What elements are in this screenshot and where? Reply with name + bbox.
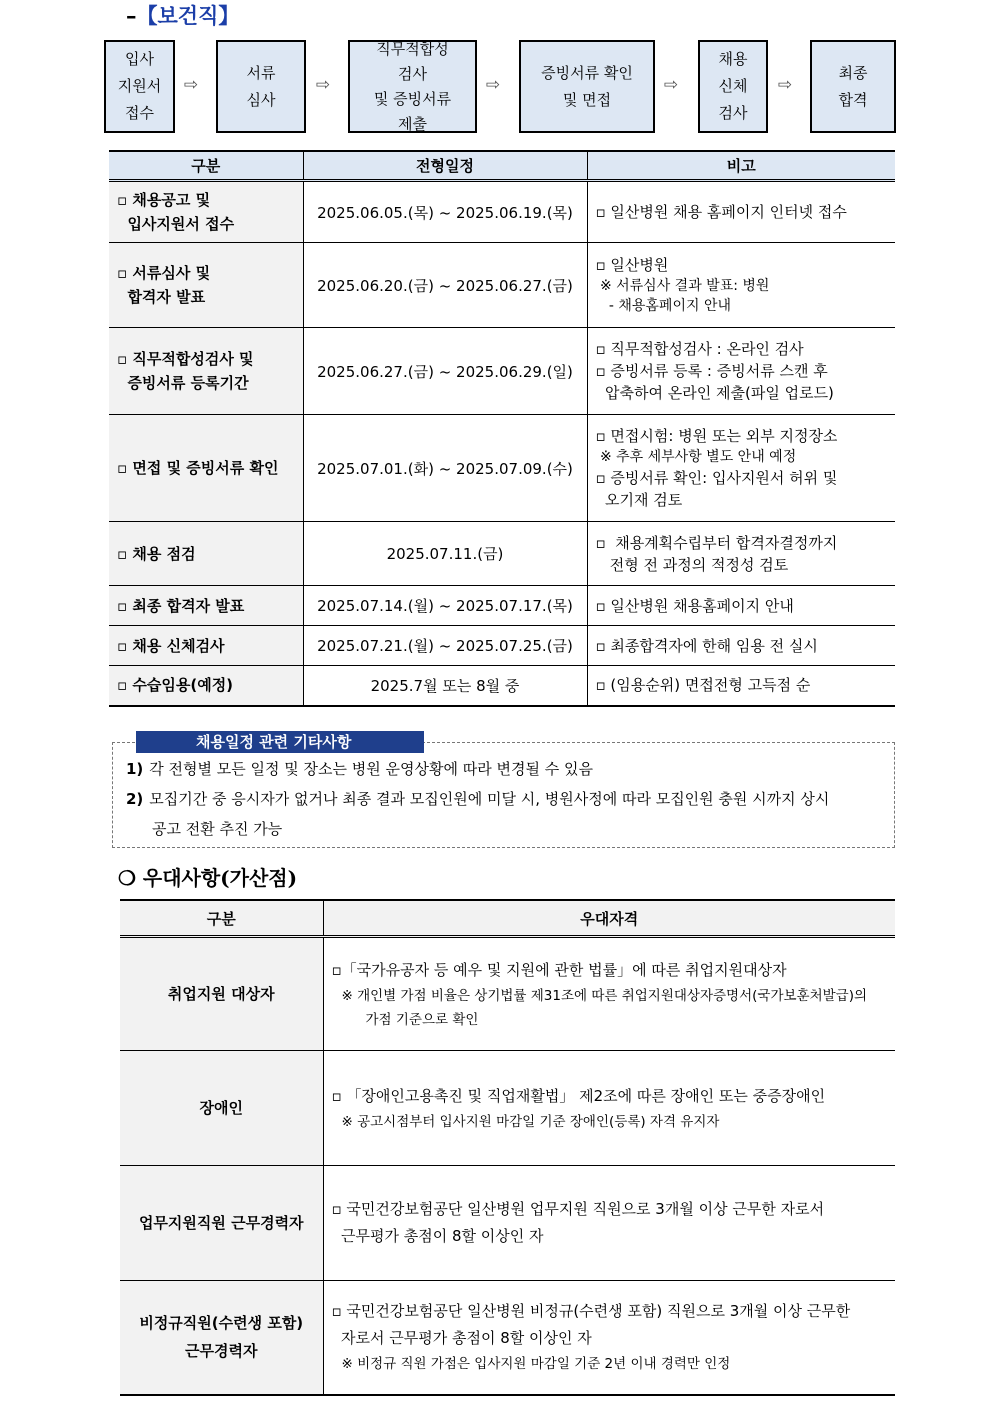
schedule-header-row	[109, 151, 895, 181]
row-remarks: ▫ 최종합격자에 한해 임용 전 실시	[587, 626, 895, 666]
table-row	[109, 181, 895, 243]
table-row	[120, 937, 895, 1051]
row-category: ▫ 최종 합격자 발표	[109, 586, 303, 626]
flow-step-application: 입사 지원서 접수	[104, 40, 175, 133]
flow-arrow-icon: ⇨	[183, 75, 199, 95]
flow-step-aptitude-test: 직무적합성 검사 및 증빙서류 제출	[348, 40, 477, 133]
pref-category: 비정규직원(수련생 포함) 근무경력자	[120, 1281, 323, 1395]
flow-step-physical-exam: 채용 신체 검사	[698, 40, 768, 133]
table-row	[109, 626, 895, 666]
note-item: 2) 모집기간 중 응시자가 없거나 최종 결과 모집인원에 미달 시, 병원사정에 따라 모집인원 충원 시까지 상시	[126, 790, 830, 808]
row-category: ▫ 서류심사 및 합격자 발표	[109, 243, 303, 328]
flow-arrow-icon: ⇨	[485, 75, 501, 95]
row-remarks: ▫ 일산병원 채용 홈페이지 인터넷 접수	[587, 181, 895, 243]
row-remarks: ▫ (임용순위) 면접전형 고득점 순	[587, 666, 895, 706]
row-category: ▫ 채용 신체검사	[109, 626, 303, 666]
section-dash: –	[126, 3, 137, 28]
row-category: ▫ 채용 점검	[109, 522, 303, 586]
table-row	[109, 243, 895, 328]
pref-qualification: ▫ 국민건강보험공단 일산병원 비정규(수련생 포함) 직원으로 3개월 이상 근무한 자로서 근무평가 총점이 8할 이상인 자 ※ 비정규 직원 가점은 입사지원 마감일 기준 2년 이내 경력만 인정	[323, 1281, 895, 1395]
row-date: 2025.07.11.(금)	[303, 522, 587, 586]
column-header: 구분	[109, 151, 303, 181]
section-title-text: 【보건직】	[136, 3, 240, 28]
pref-qualification: ▫ 국민건강보험공단 일산병원 업무지원 직원으로 3개월 이상 근무한 자로서 근무평가 총점이 8할 이상인 자	[323, 1166, 895, 1281]
table-row	[109, 586, 895, 626]
column-header: 전형일정	[303, 151, 587, 181]
row-remarks: ▫ 채용계획수립부터 합격자결정까지 전형 전 과정의 적정성 검토	[587, 522, 895, 586]
section-title	[126, 0, 239, 30]
pref-qualification: ▫ 「장애인고용촉진 및 직업재활법」 제2조에 따른 장애인 또는 중증장애인 ※ 공고시점부터 입사지원 마감일 기준 장애인(등록) 자격 유지자	[323, 1051, 895, 1166]
row-date: 2025.07.14.(월) ~ 2025.07.17.(목)	[303, 586, 587, 626]
row-category: ▫ 면접 및 증빙서류 확인	[109, 415, 303, 522]
row-date: 2025.06.20.(금) ~ 2025.06.27.(금)	[303, 243, 587, 328]
flow-step-interview: 증빙서류 확인 및 면접	[519, 40, 655, 133]
row-date: 2025.7월 또는 8월 중	[303, 666, 587, 706]
column-header: 비고	[587, 151, 895, 181]
flow-arrow-icon: ⇨	[777, 75, 793, 95]
row-date: 2025.06.05.(목) ~ 2025.06.19.(목)	[303, 181, 587, 243]
table-row	[120, 1051, 895, 1166]
row-date: 2025.06.27.(금) ~ 2025.06.29.(일)	[303, 328, 587, 415]
note-item: 1) 각 전형별 모든 일정 및 장소는 병원 운영상황에 따라 변경될 수 있음	[126, 760, 593, 778]
column-header: 우대자격	[323, 900, 895, 937]
preferential-title: ❍ 우대사항(가산점)	[118, 866, 298, 890]
column-header: 구분	[120, 900, 323, 937]
row-date: 2025.07.01.(화) ~ 2025.07.09.(수)	[303, 415, 587, 522]
row-remarks: ▫ 면접시험: 병원 또는 외부 지정장소 ※ 추후 세부사항 별도 안내 예정 ▫ 증빙서류 확인: 입사지원서 허위 및 오기재 검토	[587, 415, 895, 522]
flow-step-final-pass: 최종 합격	[810, 40, 896, 133]
notes-label: 채용일정 관련 기타사항	[136, 731, 424, 753]
flow-arrow-icon: ⇨	[663, 75, 679, 95]
row-date: 2025.07.21.(월) ~ 2025.07.25.(금)	[303, 626, 587, 666]
pref-category: 업무지원직원 근무경력자	[120, 1166, 323, 1281]
row-category: ▫ 직무적합성검사 및 증빙서류 등록기간	[109, 328, 303, 415]
table-row	[109, 522, 895, 586]
row-remarks: ▫ 직무적합성검사 : 온라인 검사 ▫ 증빙서류 등록 : 증빙서류 스캔 후 압축하여 온라인 제출(파일 업로드)	[587, 328, 895, 415]
pref-category: 장애인	[120, 1051, 323, 1166]
schedule-table	[109, 150, 895, 707]
preferential-header-row	[120, 900, 895, 937]
table-row	[120, 1166, 895, 1281]
table-row	[109, 415, 895, 522]
preferential-table	[120, 899, 895, 1396]
flow-step-document-review: 서류 심사	[216, 40, 306, 133]
table-row	[109, 328, 895, 415]
pref-category: 취업지원 대상자	[120, 937, 323, 1051]
row-category: ▫ 수습임용(예정)	[109, 666, 303, 706]
row-remarks: ▫ 일산병원 ※ 서류심사 결과 발표: 병원 - 채용홈페이지 안내	[587, 243, 895, 328]
row-remarks: ▫ 일산병원 채용홈페이지 안내	[587, 586, 895, 626]
pref-qualification: ▫「국가유공자 등 예우 및 지원에 관한 법률」에 따른 취업지원대상자 ※ 개인별 가점 비율은 상기법률 제31조에 따른 취업지원대상자증명서(국가보훈처발급)의 가점 기준으로 확인	[323, 937, 895, 1051]
flow-arrow-icon: ⇨	[315, 75, 331, 95]
table-row	[109, 666, 895, 706]
table-row	[120, 1281, 895, 1395]
note-continuation: 공고 전환 추진 가능	[152, 820, 283, 838]
row-category: ▫ 채용공고 및 입사지원서 접수	[109, 181, 303, 243]
